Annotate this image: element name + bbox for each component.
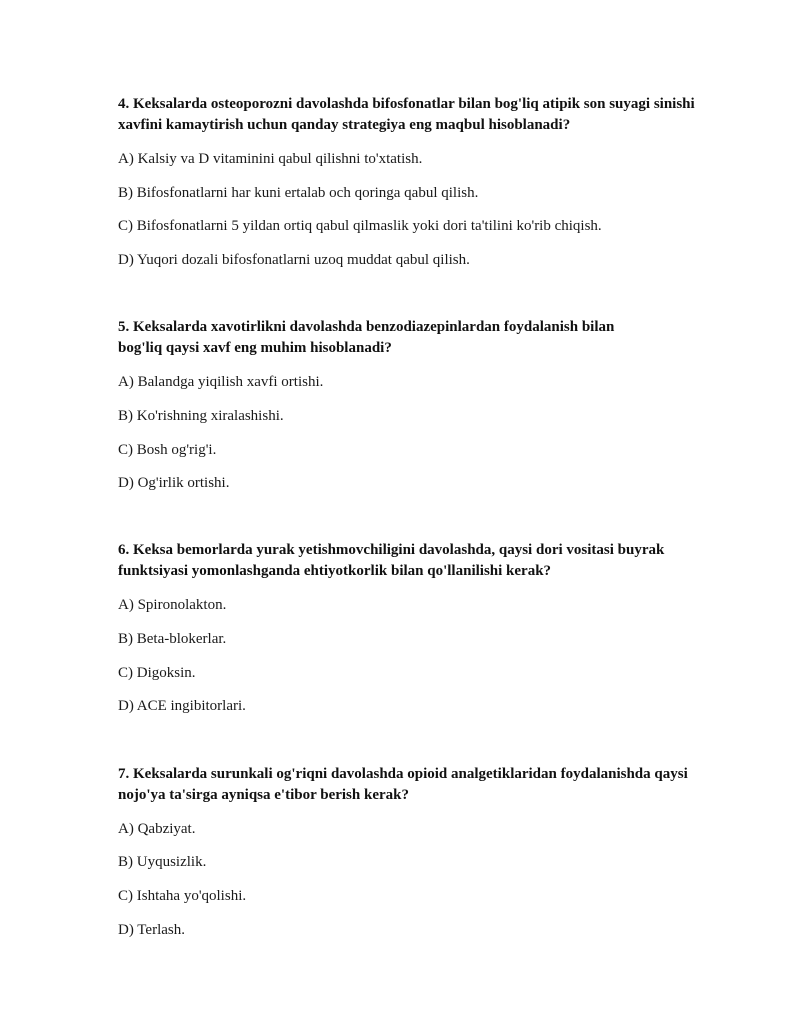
question-7 xyxy=(118,764,718,938)
answer-option-a: A) Kalsiy va D vitaminini qabul qilishni to'xtatish. xyxy=(118,151,423,167)
answer-option-b: B) Ko'rishning xiralashishi. xyxy=(118,408,284,424)
answer-option-a: A) Spironolakton. xyxy=(118,597,227,613)
question-title: 4. Keksalarda osteoporozni davolashda bifosfonatlar bilan bog'liq atipik son suyagi sinishi xavfini kamaytirish uchun qanday strategiya eng maqbul hisoblanadi? xyxy=(118,96,695,133)
answer-option-c: C) Bifosfonatlarni 5 yildan ortiq qabul qilmaslik yoki dori ta'tilini ko'rib chiqish. xyxy=(118,218,602,234)
question-title: 7. Keksalarda surunkali og'riqni davolashda opioid analgetiklaridan foydalanishda qaysi nojo'ya ta'sirga ayniqsa e'tibor berish kerak? xyxy=(118,766,688,803)
answer-option-a: A) Balandga yiqilish xavfi ortishi. xyxy=(118,374,324,390)
answer-option-d: D) Yuqori dozali bifosfonatlarni uzoq muddat qabul qilish. xyxy=(118,252,470,268)
answer-option-c: C) Digoksin. xyxy=(118,665,196,681)
answer-option-a: A) Qabziyat. xyxy=(118,821,196,837)
answer-option-b: B) Bifosfonatlarni har kuni ertalab och qoringa qabul qilish. xyxy=(118,185,479,201)
question-title: 5. Keksalarda xavotirlikni davolashda benzodiazepinlardan foydalanish bilan bog'liq qaysi xavf eng muhim hisoblanadi? xyxy=(118,319,615,356)
answer-option-b: B) Beta-blokerlar. xyxy=(118,631,227,647)
answer-option-b: B) Uyqusizlik. xyxy=(118,854,207,870)
answer-option-d: D) ACE ingibitorlari. xyxy=(118,698,246,714)
question-4 xyxy=(118,94,718,268)
answer-option-c: C) Ishtaha yo'qolishi. xyxy=(118,888,247,904)
question-5 xyxy=(118,317,718,491)
answer-option-d: D) Og'irlik ortishi. xyxy=(118,475,230,491)
question-6 xyxy=(118,540,718,714)
answer-option-d: D) Terlash. xyxy=(118,922,185,938)
answer-option-c: C) Bosh og'rig'i. xyxy=(118,442,217,458)
question-title: 6. Keksa bemorlarda yurak yetishmovchiligini davolashda, qaysi dori vositasi buyrak funktsiyasi yomonlashganda ehtiyotkorlik bilan qo'llanilishi kerak? xyxy=(118,542,665,579)
